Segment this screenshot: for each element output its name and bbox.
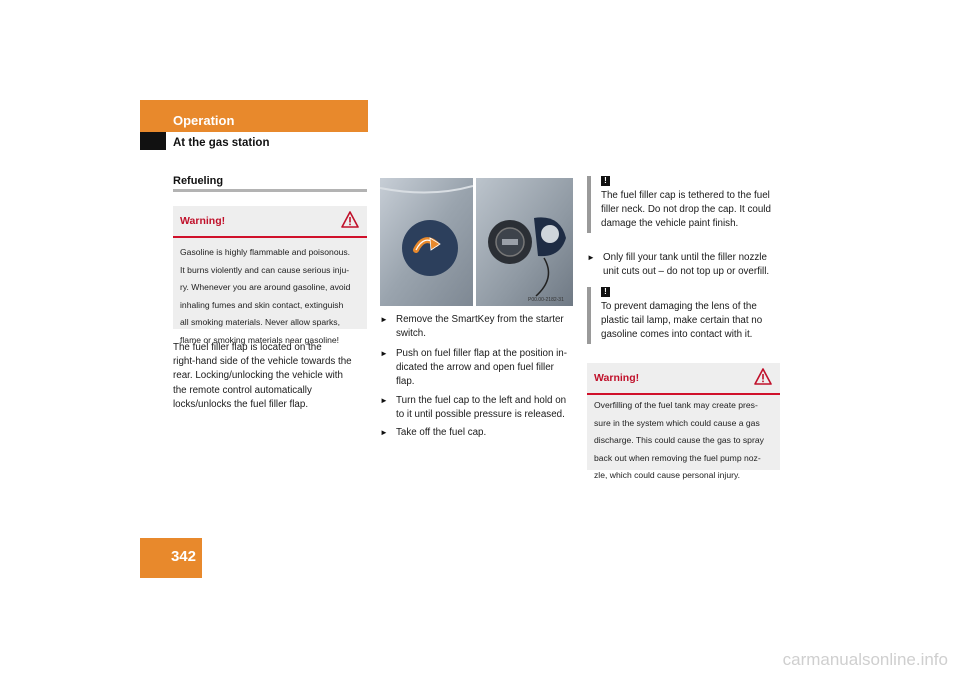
- step-turn-cap: ► Turn the fuel cap to the left and hold on to it until possible pressure is released.: [380, 395, 567, 421]
- warning-triangle-icon: [754, 368, 772, 385]
- warning-header: [587, 363, 780, 395]
- warning-title: Warning!: [180, 215, 226, 227]
- step-arrow-icon: ►: [380, 315, 388, 324]
- notice-exclamation-icon: !: [601, 287, 610, 297]
- photo-fuel-cap-open: [476, 178, 573, 306]
- intro-paragraph: The fuel filler flap is located on the right-hand side of the vehicle towards the rear. Locking/unlocking the vehicle with the remote control automatically locks/unlocks the fuel filler flap.: [173, 342, 352, 410]
- step-arrow-icon: ►: [380, 428, 388, 437]
- header-tab-marker: [140, 132, 166, 150]
- notice-fuel-cap-tethered: ! The fuel filler cap is tethered to the fuel filler neck. Do not drop the cap. It could damage the vehicle paint finish.: [587, 176, 783, 233]
- warning-header: [173, 206, 367, 238]
- warning-triangle-icon: [341, 211, 359, 228]
- step-arrow-icon: ►: [380, 396, 388, 405]
- step-remove-smartkey: ► Remove the SmartKey from the starter switch.: [380, 314, 564, 340]
- warning-title: Warning!: [594, 372, 640, 384]
- chapter-title: Operation: [173, 113, 235, 128]
- step-arrow-icon: ►: [380, 349, 388, 358]
- step-take-off-cap: ► Take off the fuel cap.: [380, 426, 592, 440]
- subsection-heading: Refueling: [173, 175, 224, 187]
- photo-fuel-flap-closed: [380, 178, 473, 306]
- warning-box-gasoline: [173, 206, 367, 345]
- watermark: carmanualsonline.info: [782, 650, 948, 669]
- fuel-flap-illustration: [380, 178, 473, 306]
- warning-text: Overfilling of the fuel tank may create pres- sure in the system which could cause a gas discharge. This could cause the gas to spray back out when removing the fuel pump noz- zle, which could cause personal injury.: [594, 400, 764, 480]
- section-title: At the gas station: [173, 137, 270, 149]
- step-arrow-icon: ►: [587, 253, 595, 262]
- warning-box-overfilling: [587, 363, 780, 480]
- page-number: 342: [170, 548, 196, 565]
- warning-text: Gasoline is highly flammable and poisonous. It burns violently and can cause serious inju- ry. Whenever you are around gasoline, avoid inhaling fumes and skin contact, extinguish all smoking materials. Never allow sparks, flame or smoking materials near gasoline!: [180, 247, 351, 345]
- fuel-cap-illustration: [476, 178, 573, 306]
- figure-code: P00.00-2182-31: [528, 297, 564, 303]
- notice-exclamation-icon: !: [601, 176, 610, 186]
- notice-tail-lamp: ! To prevent damaging the lens of the plastic tail lamp, make certain that no gasoline comes into contact with it.: [587, 287, 783, 344]
- step-fill-tank: ► Only fill your tank until the filler nozzle unit cuts out – do not top up or overfill.: [587, 252, 770, 278]
- step-open-flap: ► Push on fuel filler flap at the position in- dicated the arrow and open fuel filler flap.: [380, 348, 568, 388]
- heading-rule: [173, 189, 367, 192]
